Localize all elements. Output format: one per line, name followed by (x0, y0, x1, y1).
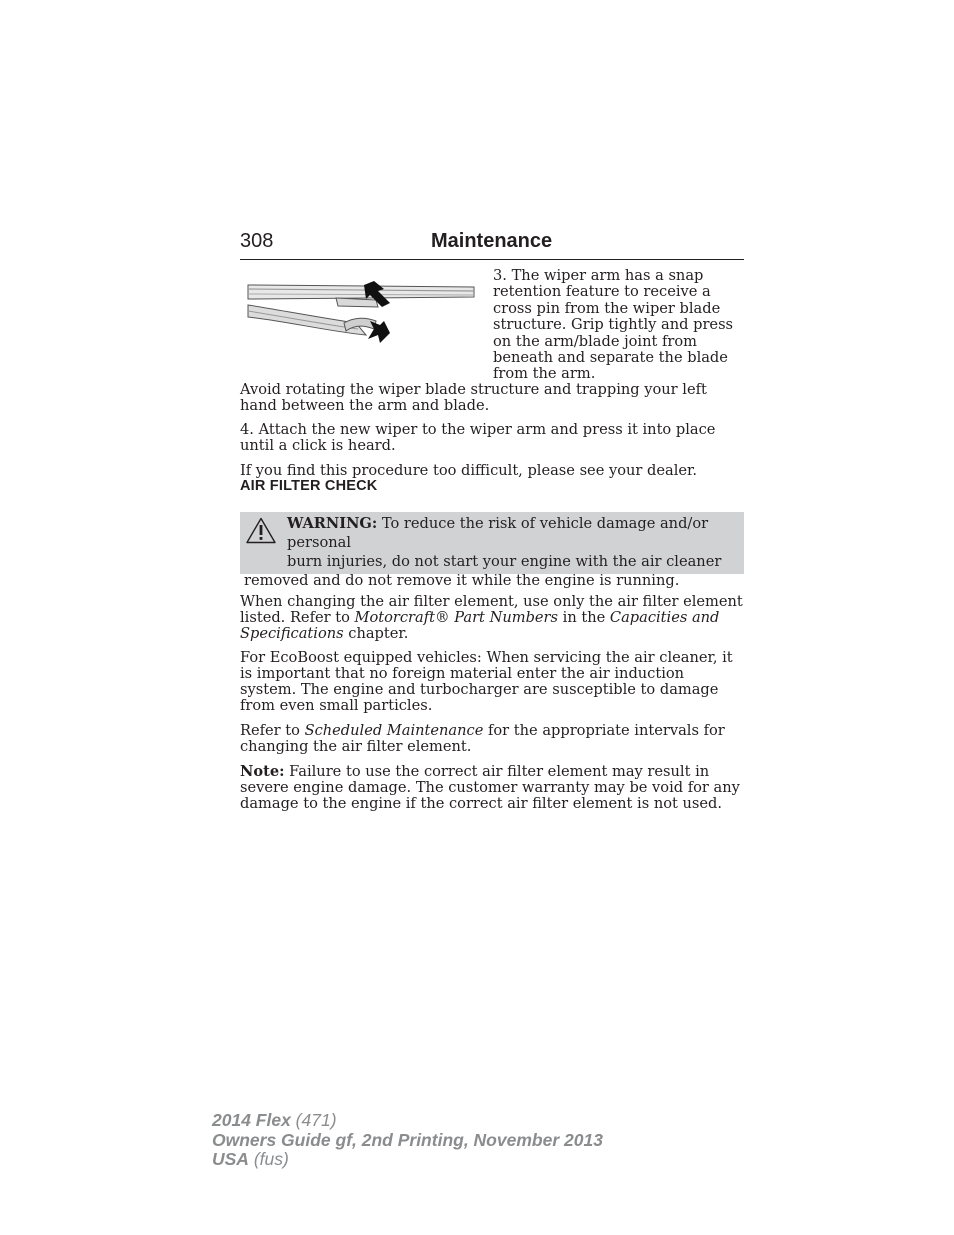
para3-text-b: for the appropriate intervals for changing the air filter element. (240, 721, 725, 755)
air-filter-paragraph-1 (240, 594, 744, 643)
para1-text-b: in the (558, 608, 610, 626)
step-3-text: 3. The wiper arm has a snap retention feature to receive a cross pin from the wiper blade structure. Grip tightly and press on the arm/blade joint from beneath and separate the blade from the arm. (493, 267, 734, 383)
scheduled-maintenance-paragraph (240, 723, 744, 756)
motorcraft-part-numbers-reference: Motorcraft® Part Numbers (354, 608, 559, 626)
page-title: Maintenance (431, 230, 553, 252)
footer-guide: Owners Guide gf, 2nd Printing, November 2013 (212, 1129, 603, 1150)
scheduled-maintenance-reference: Scheduled Maintenance (304, 721, 484, 739)
page-number: 308 (240, 230, 274, 252)
warning-line-3: removed and do not remove it while the engine is running. (244, 572, 680, 589)
step-4-text: 4. Attach the new wiper to the wiper arm and press it into place until a click is heard. (240, 420, 716, 454)
ecoboost-paragraph: For EcoBoost equipped vehicles: When servicing the air cleaner, it is important that no foreign material enter the air induction system. The engine and turbocharger are susceptible to damage from even small particles. (240, 648, 733, 715)
para3-text-a: Refer to (240, 721, 305, 739)
para1-text-a: When changing the air filter element, use only the air filter element listed. Refer to (240, 592, 743, 626)
warning-text (244, 514, 742, 590)
note-paragraph (240, 764, 744, 813)
warning-box (240, 512, 744, 589)
note-text: Failure to use the correct air filter element may result in severe engine damage. The customer warranty may be void for any damage to the engine if the correct air filter element is not used. (240, 762, 740, 813)
capacities-specifications-reference: Capacities and Specifications (240, 608, 720, 643)
note-label: Note: (240, 762, 285, 780)
footer-region: USA (212, 1149, 249, 1169)
page-footer (212, 1111, 603, 1170)
step-3-continuation: Avoid rotating the wiper blade structure and trapping your left hand between the arm and blade. (240, 380, 707, 414)
warning-line-2: burn injuries, do not start your engine with the air cleaner (287, 553, 722, 570)
footer-region-code: (fus) (248, 1149, 289, 1169)
warning-line-1: To reduce the risk of vehicle damage and/or personal (287, 515, 709, 551)
section-heading: AIR FILTER CHECK (240, 478, 378, 494)
warning-label: WARNING: (287, 515, 378, 532)
wiper-arm-illustration (246, 277, 478, 351)
footer-model: 2014 Flex (212, 1110, 291, 1130)
footer-model-code: (471) (290, 1110, 337, 1130)
dealer-note: If you find this procedure too difficult, please see your dealer. (240, 461, 698, 479)
page-header (240, 229, 744, 260)
para1-text-c: chapter. (343, 625, 409, 643)
